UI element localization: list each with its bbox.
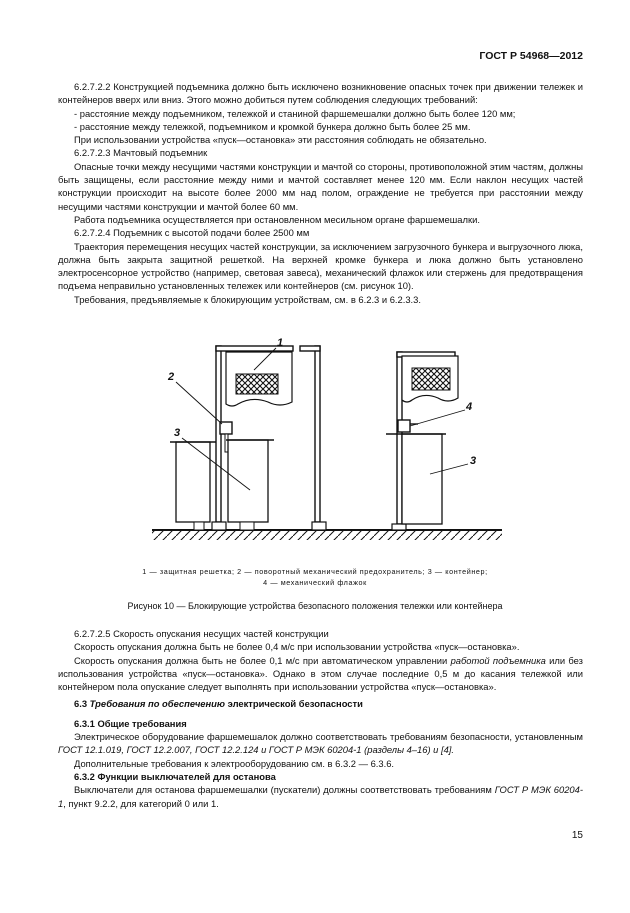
h63-rest: электрической безопасности — [225, 698, 363, 710]
clause-6-2-7-2-5-title: 6.2.7.2.5 Скорость опускания несущих частей конструкции — [74, 628, 329, 639]
section-6-3-heading — [58, 697, 583, 710]
stop-standard: ГОСТ Р МЭК 60204-1 — [58, 784, 583, 809]
right-container — [386, 434, 446, 524]
lowering-speed-04: Скорость опускания должна быть не более 0,4 м/с при использовании устройства «пуск—остановка». — [74, 641, 520, 653]
clause-6-2-7-2-2: 6.2.7.2.2 Конструкцией подъемника должно быть исключено возникновение опасных точек при движении тележек и контейнеров вверх или вниз. Этого можно добиться путем соблюдения следующих требований: — [58, 81, 583, 106]
lower-text-block — [58, 627, 583, 810]
figure-label-3-right: 3 — [470, 455, 477, 467]
start-stop-note: При использовании устройства «пуск—остановка» эти расстояния соблюдать не обязательно. — [74, 134, 487, 146]
left-container-outer — [170, 442, 216, 530]
lowering-speed-01 — [58, 654, 583, 694]
figure-10-drawing — [140, 338, 510, 548]
figure-caption: Рисунок 10 — Блокирующие устройства безопасного положения тележки или контейнера — [127, 601, 503, 611]
upper-text-block — [58, 80, 583, 306]
left-container-on-lift — [226, 440, 274, 530]
requirement-distance-25: - расстояние между тележкой, подъемником и кромкой бункера должно быть более 25 мм. — [74, 120, 471, 132]
section-6-3-2-heading: 6.3.2 Функции выключателей для останова — [74, 770, 276, 782]
electrical-requirements — [58, 730, 583, 757]
stop-switch-requirements — [58, 783, 583, 810]
speed-text-c: или без использования устройства «пуск—остановка». Однако в этом случае последние 0,5 м до касания тележкой или контейнером пола опускание следует выполнять при использовании устройства «пуск—остановка». — [58, 654, 583, 693]
figure-label-3-left: 3 — [174, 427, 181, 439]
figure-legend — [0, 566, 630, 588]
floor — [152, 530, 502, 540]
h63-italic: Требования по обеспечению — [89, 698, 226, 710]
legend-line-2: 4 — механический флажок — [263, 578, 367, 587]
clause-6-2-7-2-4-title: 6.2.7.2.4 Подъемник с высотой подачи более 2500 мм — [74, 227, 310, 239]
figure-label-4: 4 — [466, 401, 473, 413]
standard-header: ГОСТ Р 54968—2012 — [479, 50, 583, 62]
protective-grating — [226, 352, 292, 406]
elec-text-a: Электрическое оборудование фаршемешалок должно соответствовать требованиям безопасности, установленным — [74, 731, 583, 743]
interlock-reference: Требования, предъявляемые к блокирующим устройствам, см. в 6.2.3 и 6.2.3.3. — [74, 293, 421, 305]
h63-num: 6.3 — [74, 698, 90, 710]
elec-standards: ГОСТ 12.1.019, ГОСТ 12.2.007, ГОСТ 12.2.124 и ГОСТ Р МЭК 60204-1 (разделы 4–16) и [4]. — [58, 744, 455, 756]
additional-requirements: Дополнительные требования к электрооборудованию см. в 6.3.2 — 6.3.6. — [74, 757, 395, 769]
right-protective-grating — [402, 356, 458, 402]
lift-operation-note: Работа подъемника осуществляется при остановленном месильном органе фаршемешалки. — [74, 213, 480, 225]
requirement-distance-120: - расстояние между подъемником, тележкой и станиной фаршемешалки должно быть более 120 мм; — [74, 107, 516, 119]
legend-line-1: 1 — защитная решетка; 2 — поворотный механический предохранитель; 3 — контейнер; — [142, 567, 488, 576]
page-number: 15 — [571, 830, 583, 841]
speed-text-italic: работой подъемника — [450, 654, 546, 666]
stop-text-c: , пункт 9.2.2, для категорий 0 или 1. — [63, 797, 219, 809]
speed-text-a: Скорость опускания должна быть не более 0,1 м/с при автоматическом управлении — [74, 654, 451, 666]
figure-label-1: 1 — [277, 338, 284, 349]
trajectory-text: Траектория перемещения несущих частей конструкции, за исключением загрузочного бункера и выгрузочного люка, должна быть закрыта защитной решеткой. На верхней кромке бункера и люка должно быть установлено электросенсорное устройство (например, световая завеса), механический флажок или стержень для предотвращения подъема неправильно установленных тележек или контейнеров (см. рисунок 10). — [58, 240, 583, 292]
mechanical-flag — [398, 420, 418, 432]
section-6-3-1-heading: 6.3.1 Общие требования — [74, 717, 187, 729]
mast-lift-text: Опасные точки между несущими частями конструкции и мачтой со стороны, противоположной этим частям, должны быть защищены, если расстояние между ними и мачтой составляет менее 120 мм. Если наклон несущих частей конструкции происходит на высоте более 2000 мм над полом, ограждение не требуется при расстоянии между несущими частями конструкции и мачтой более 60 мм. — [58, 160, 583, 212]
figure-label-2: 2 — [168, 371, 175, 383]
stop-text-a: Выключатели для останова фаршемешалки (пускатели) должны соответствовать требованиям — [74, 784, 495, 796]
clause-6-2-7-2-3-title: 6.2.7.2.3 Мачтовый подъемник — [74, 147, 208, 159]
